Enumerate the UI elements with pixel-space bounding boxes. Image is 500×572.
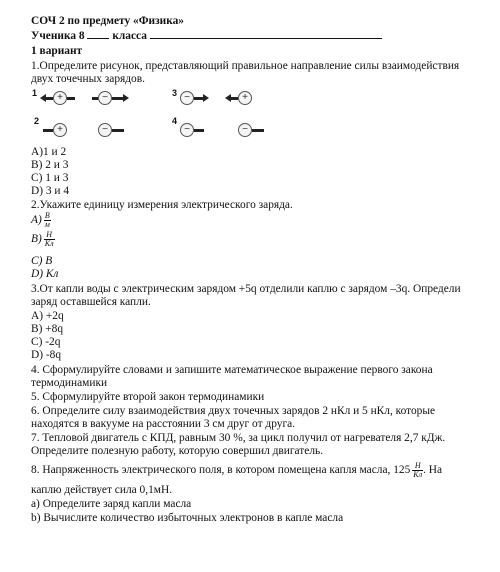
- figure-3-number: 3: [172, 88, 178, 98]
- q8-text-line1-start: 8. Напряженность электрического поля, в котором помещена капля масла, 125: [31, 464, 411, 477]
- student-prefix: Ученика 8: [31, 30, 85, 42]
- figure-4-bar: [252, 129, 264, 132]
- q7-text-line2: Определите полезную работу, которую совершил двигатель.: [31, 445, 324, 457]
- q3-option-a: A) +2q: [31, 310, 64, 322]
- fraction-numerator: В: [44, 211, 50, 220]
- q1-text-line2: двух точечных зарядов.: [31, 73, 145, 85]
- fraction-denominator: Кл: [44, 239, 54, 248]
- figure-2-bar: [43, 129, 53, 132]
- q6-text-line1: 6. Определите силу взаимодействия двух точечных зарядов 2 нКл и 5 нКл, которые: [31, 405, 436, 417]
- fraction-numerator: Н: [44, 231, 55, 240]
- figure-2-number: 2: [34, 116, 40, 126]
- student-class-label: класса: [112, 30, 147, 42]
- figure-3-plus-charge: +: [238, 91, 252, 105]
- q1-charges-figure: [30, 88, 290, 144]
- q5-text: 5. Сформулируйте второй закон термодинамики: [31, 391, 265, 403]
- figure-3-arrow-left: [230, 97, 238, 100]
- q3-option-b: B) +8q: [31, 323, 64, 335]
- worksheet-title: СОЧ 2 по предмету «Физика»: [31, 15, 184, 27]
- q3-option-d: D) -8q: [31, 349, 62, 361]
- q2-option-b: [31, 231, 55, 248]
- class-number-blank: [87, 38, 109, 39]
- figure-1-number: 1: [32, 88, 38, 98]
- figure-1-arrow-left: [45, 97, 53, 100]
- fraction-denominator: м: [44, 220, 50, 229]
- variant-label: 1 вариант: [31, 45, 83, 57]
- q8-sub-b: b) Вычислите количество избыточных электронов в капле масла: [31, 512, 344, 524]
- q4-text-line2: термодинамики: [31, 377, 108, 389]
- q1-option-a: A)1 и 2: [31, 146, 67, 158]
- q1-option-d: D) 3 и 4: [31, 185, 70, 197]
- q1-option-c: C) 1 и 3: [31, 172, 69, 184]
- q8-field-unit-fraction: [412, 462, 423, 479]
- q8-text-line2: каплю действует сила 0,1мН.: [31, 484, 173, 496]
- figure-1-minus-charge: −: [98, 91, 112, 105]
- figure-4-minus-charge: −: [238, 123, 252, 137]
- q2-option-d: D) Кл: [31, 268, 59, 280]
- q8-text-line1: [31, 462, 442, 479]
- figure-2-minus-charge: −: [98, 123, 112, 137]
- figure-1-arrow-right: [112, 97, 124, 100]
- q2-option-a-fraction: [44, 212, 51, 229]
- q4-text-line1: 4. Сформулируйте словами и запишите математическое выражение первого закона: [31, 364, 433, 376]
- q2-option-c: C) В: [31, 255, 53, 267]
- q1-text-line1: 1.Определите рисунок, представляющий правильное направление силы взаимодействия: [31, 60, 460, 72]
- q2-text: 2.Укажите единицу измерения электрического заряда.: [31, 199, 293, 211]
- q3-text-line1: 3.От капли воды с электрическим зарядом +5q отделили каплю с зарядом –3q. Определи: [31, 283, 461, 295]
- q2-option-b-fraction: [44, 231, 55, 248]
- q8-sub-a: a) Определите заряд капли масла: [31, 498, 192, 510]
- q2-option-a: [31, 212, 51, 229]
- figure-4-number: 4: [172, 116, 178, 126]
- q6-text-line2: находятся в вакууме на расстоянии 3 см друг от друга.: [31, 418, 296, 430]
- figure-3-minus-charge: −: [180, 91, 194, 105]
- q1-option-b: B) 2 и 3: [31, 159, 69, 171]
- q2-option-b-prefix: B): [31, 233, 42, 246]
- figure-1-bar: [67, 97, 75, 100]
- figure-4-minus-charge: −: [180, 123, 194, 137]
- fraction-denominator: Кл: [413, 470, 423, 479]
- q7-text-line1: 7. Тепловой двигатель с КПД, равным 30 %, за цикл получил от нагревателя 2,7 кДж.: [31, 432, 446, 444]
- q2-option-a-prefix: A): [31, 214, 42, 227]
- q3-text-line2: заряд оставшейся капли.: [31, 296, 151, 308]
- figure-2-bar: [112, 129, 124, 132]
- figure-4-bar: [194, 129, 204, 132]
- fraction-numerator: Н: [412, 462, 423, 471]
- figure-2-plus-charge: +: [53, 123, 67, 137]
- student-line: [31, 30, 382, 43]
- student-name-blank: [150, 38, 382, 39]
- figure-1-plus-charge: +: [53, 91, 67, 105]
- q8-text-line1-end: . На: [423, 464, 443, 477]
- q3-option-c: C) -2q: [31, 336, 61, 348]
- figure-3-arrow-right: [194, 97, 204, 100]
